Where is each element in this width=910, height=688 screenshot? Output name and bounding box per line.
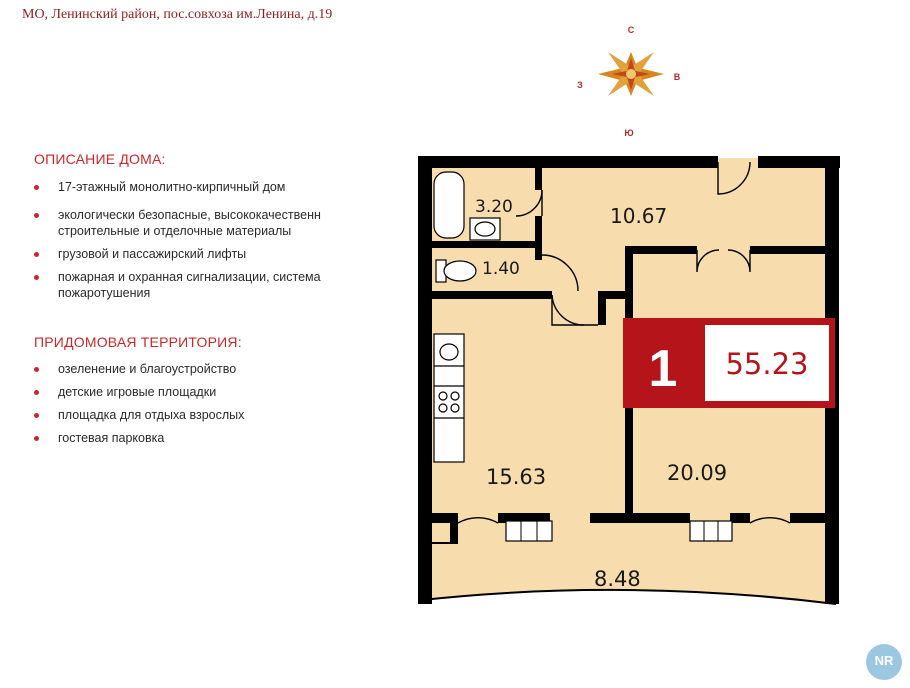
- nr-logo: NR: [866, 644, 902, 680]
- toilet-area: 1.40: [482, 259, 520, 279]
- territory-title: ПРИДОМОВАЯ ТЕРРИТОРИЯ:: [34, 334, 242, 350]
- compass-south: Ю: [624, 128, 634, 138]
- total-area: 55.23: [725, 347, 809, 381]
- list-item: детские игровые площадки: [32, 384, 362, 400]
- compass-east: В: [673, 72, 681, 82]
- hallway-area: 10.67: [610, 204, 668, 228]
- kitchen-sink-icon: [440, 344, 458, 360]
- room-count: 1: [648, 340, 678, 398]
- list-item: экологически безопасные, высококачественн строительные и отделочные материалы: [32, 207, 362, 239]
- compass-west: З: [577, 80, 583, 90]
- list-item: пожарная и охранная сигнализации, система пожаротушения: [32, 269, 362, 301]
- house-description-title: ОПИСАНИЕ ДОМА:: [34, 151, 166, 167]
- list-item: озеленение и благоустройство: [32, 361, 362, 377]
- room-area: 20.09: [667, 461, 728, 485]
- address: МО, Ленинский район, пос.совхоза им.Ленина, д.19: [22, 7, 333, 22]
- compass-rose: [577, 25, 681, 138]
- apartment-badge: [623, 318, 835, 408]
- bathroom-area: 3.20: [475, 197, 513, 217]
- stove-icon: [439, 392, 447, 400]
- kitchen-area: 15.63: [486, 465, 547, 489]
- list-item: грузовой и пассажирский лифты: [32, 246, 362, 262]
- list-item: площадка для отдыха взрослых: [32, 407, 362, 423]
- bathtub-icon: [434, 172, 464, 238]
- list-item: гостевая парковка: [32, 430, 362, 446]
- balcony-area: 8.48: [594, 567, 641, 591]
- list-item: 17-этажный монолитно-кирпичный дом: [32, 179, 362, 195]
- compass-north: С: [627, 25, 635, 35]
